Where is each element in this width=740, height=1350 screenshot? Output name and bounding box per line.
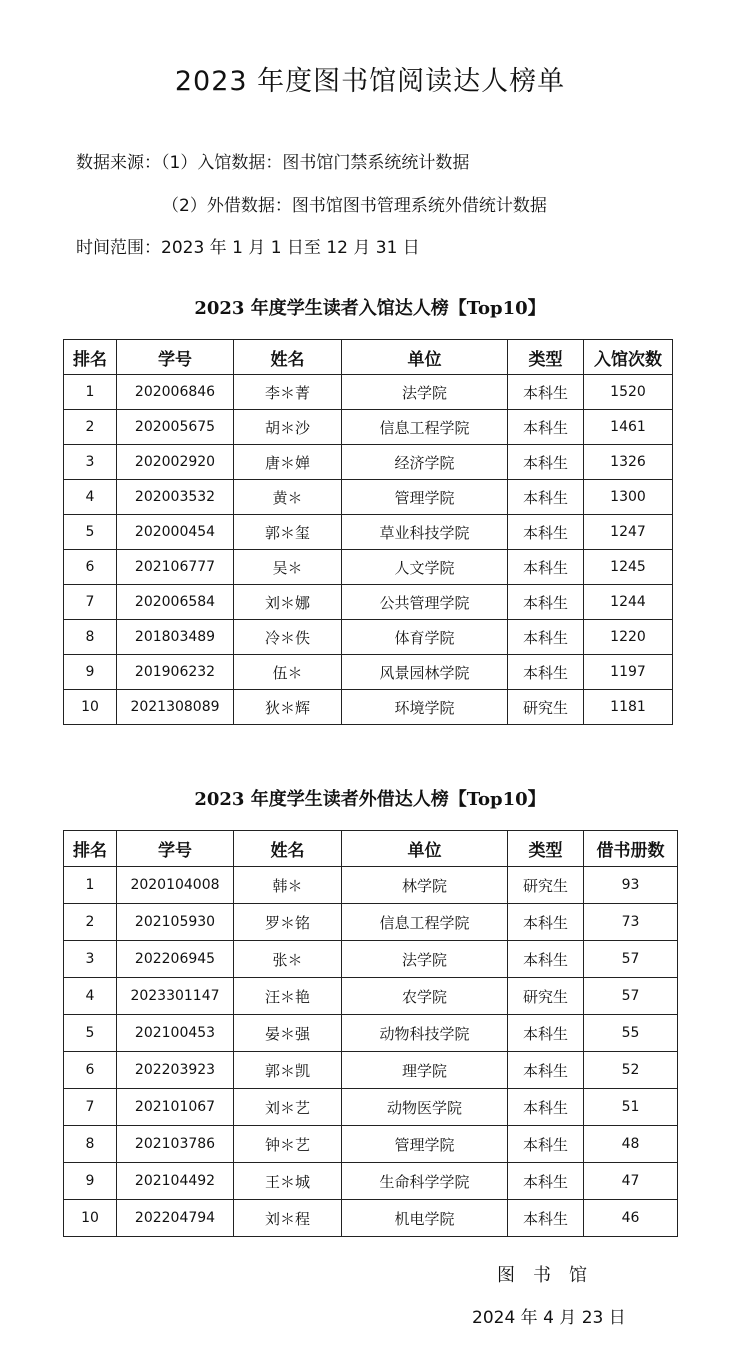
type-cell: 本科生 [508,480,584,515]
table-row [64,941,678,978]
data-source-entry: （1）入馆数据：图书馆门禁系统统计数据 [161,153,470,173]
count-cell: 1220 [584,620,673,655]
table-row [64,550,673,585]
name-cell: 伍＊ [234,655,342,690]
student-id-cell: 202006846 [117,375,234,410]
name-cell: 刘＊娜 [234,585,342,620]
student-id-cell: 202203923 [117,1052,234,1089]
table-row [64,480,673,515]
table-row [64,515,673,550]
header-rank: 排名 [64,831,117,867]
rank-cell: 3 [64,445,117,480]
name-cell: 唐＊婵 [234,445,342,480]
page-title: 2023 年度图书馆阅读达人榜单 [174,66,566,97]
rank-cell: 7 [64,1089,117,1126]
name-cell: 胡＊沙 [234,410,342,445]
rank-cell: 3 [64,941,117,978]
rank-cell: 8 [64,620,117,655]
rank-cell: 5 [64,515,117,550]
type-cell: 本科生 [508,1163,584,1200]
unit-cell: 动物医学院 [342,1089,508,1126]
student-id-cell: 202006584 [117,585,234,620]
header-student-id: 学号 [117,340,234,375]
borrow-ranking-title: 2023 年度学生读者外借达人榜【Top10】 [194,789,546,810]
count-cell: 57 [584,978,678,1015]
student-id-cell: 201803489 [117,620,234,655]
table-row [64,1126,678,1163]
table-row [64,904,678,941]
signature-library: 图 书 馆 [497,1265,587,1286]
header-type: 类型 [508,340,584,375]
unit-cell: 农学院 [342,978,508,1015]
rank-cell: 10 [64,690,117,725]
count-cell: 57 [584,941,678,978]
student-id-cell: 2021308089 [117,690,234,725]
entry-ranking-title: 2023 年度学生读者入馆达人榜【Top10】 [194,298,546,319]
name-cell: 冷＊佚 [234,620,342,655]
header-type: 类型 [508,831,584,867]
unit-cell: 林学院 [342,867,508,904]
name-cell: 汪＊艳 [234,978,342,1015]
name-cell: 韩＊ [234,867,342,904]
count-cell: 93 [584,867,678,904]
table-row [64,655,673,690]
table-row [64,1200,678,1237]
student-id-cell: 202000454 [117,515,234,550]
unit-cell: 草业科技学院 [342,515,508,550]
count-cell: 47 [584,1163,678,1200]
unit-cell: 风景园林学院 [342,655,508,690]
name-cell: 狄＊辉 [234,690,342,725]
count-cell: 1181 [584,690,673,725]
student-id-cell: 202106777 [117,550,234,585]
unit-cell: 法学院 [342,375,508,410]
rank-cell: 4 [64,978,117,1015]
student-id-cell: 2023301147 [117,978,234,1015]
count-cell: 48 [584,1126,678,1163]
header-unit: 单位 [342,340,508,375]
time-range: 时间范围：2023 年 1 月 1 日至 12 月 31 日 [76,238,420,258]
name-cell: 张＊ [234,941,342,978]
table-row [64,585,673,620]
unit-cell: 人文学院 [342,550,508,585]
data-source-label: 数据来源： [76,153,161,173]
count-cell: 1247 [584,515,673,550]
student-id-cell: 202101067 [117,1089,234,1126]
count-cell: 1520 [584,375,673,410]
type-cell: 本科生 [508,1200,584,1237]
unit-cell: 动物科技学院 [342,1015,508,1052]
student-id-cell: 2020104008 [117,867,234,904]
unit-cell: 理学院 [342,1052,508,1089]
count-cell: 46 [584,1200,678,1237]
rank-cell: 6 [64,550,117,585]
type-cell: 研究生 [508,978,584,1015]
unit-cell: 生命科学学院 [342,1163,508,1200]
type-cell: 本科生 [508,1052,584,1089]
type-cell: 本科生 [508,550,584,585]
count-cell: 1300 [584,480,673,515]
rank-cell: 9 [64,1163,117,1200]
name-cell: 吴＊ [234,550,342,585]
header-student-id: 学号 [117,831,234,867]
rank-cell: 2 [64,410,117,445]
table-row [64,375,673,410]
type-cell: 本科生 [508,375,584,410]
count-cell: 1326 [584,445,673,480]
header-unit: 单位 [342,831,508,867]
name-cell: 郭＊玺 [234,515,342,550]
unit-cell: 法学院 [342,941,508,978]
unit-cell: 公共管理学院 [342,585,508,620]
student-id-cell: 202105930 [117,904,234,941]
entry-ranking-table [63,339,673,725]
unit-cell: 信息工程学院 [342,904,508,941]
type-cell: 本科生 [508,655,584,690]
name-cell: 李＊菁 [234,375,342,410]
student-id-cell: 202002920 [117,445,234,480]
student-id-cell: 201906232 [117,655,234,690]
count-cell: 73 [584,904,678,941]
unit-cell: 经济学院 [342,445,508,480]
table-header-row [64,340,673,375]
rank-cell: 1 [64,867,117,904]
rank-cell: 4 [64,480,117,515]
unit-cell: 管理学院 [342,1126,508,1163]
header-name: 姓名 [234,340,342,375]
unit-cell: 信息工程学院 [342,410,508,445]
table-row [64,1015,678,1052]
table-row [64,867,678,904]
header-entry-count: 入馆次数 [584,340,673,375]
name-cell: 刘＊程 [234,1200,342,1237]
student-id-cell: 202104492 [117,1163,234,1200]
type-cell: 本科生 [508,904,584,941]
type-cell: 本科生 [508,1015,584,1052]
table-row [64,620,673,655]
header-name: 姓名 [234,831,342,867]
type-cell: 本科生 [508,585,584,620]
name-cell: 刘＊艺 [234,1089,342,1126]
name-cell: 王＊城 [234,1163,342,1200]
unit-cell: 体育学院 [342,620,508,655]
unit-cell: 机电学院 [342,1200,508,1237]
count-cell: 1245 [584,550,673,585]
table-row [64,1163,678,1200]
data-source-line-1 [76,151,469,175]
type-cell: 研究生 [508,690,584,725]
name-cell: 晏＊强 [234,1015,342,1052]
type-cell: 本科生 [508,1126,584,1163]
unit-cell: 管理学院 [342,480,508,515]
table-row [64,1052,678,1089]
data-source-borrow: （2）外借数据：图书馆图书管理系统外借统计数据 [162,196,547,216]
student-id-cell: 202003532 [117,480,234,515]
rank-cell: 5 [64,1015,117,1052]
type-cell: 本科生 [508,620,584,655]
student-id-cell: 202100453 [117,1015,234,1052]
type-cell: 本科生 [508,410,584,445]
student-id-cell: 202206945 [117,941,234,978]
rank-cell: 8 [64,1126,117,1163]
rank-cell: 6 [64,1052,117,1089]
student-id-cell: 202005675 [117,410,234,445]
student-id-cell: 202204794 [117,1200,234,1237]
type-cell: 本科生 [508,515,584,550]
table-row [64,1089,678,1126]
rank-cell: 10 [64,1200,117,1237]
header-borrow-count: 借书册数 [584,831,678,867]
count-cell: 51 [584,1089,678,1126]
count-cell: 1244 [584,585,673,620]
table-row [64,978,678,1015]
name-cell: 钟＊艺 [234,1126,342,1163]
name-cell: 黄＊ [234,480,342,515]
table-row [64,410,673,445]
unit-cell: 环境学院 [342,690,508,725]
count-cell: 1461 [584,410,673,445]
count-cell: 55 [584,1015,678,1052]
name-cell: 郭＊凯 [234,1052,342,1089]
rank-cell: 7 [64,585,117,620]
type-cell: 研究生 [508,867,584,904]
table-row [64,445,673,480]
rank-cell: 9 [64,655,117,690]
signature-date: 2024 年 4 月 23 日 [472,1308,626,1328]
borrow-ranking-table [63,830,678,1237]
type-cell: 本科生 [508,445,584,480]
student-id-cell: 202103786 [117,1126,234,1163]
type-cell: 本科生 [508,941,584,978]
type-cell: 本科生 [508,1089,584,1126]
header-rank: 排名 [64,340,117,375]
rank-cell: 2 [64,904,117,941]
table-row [64,690,673,725]
name-cell: 罗＊铭 [234,904,342,941]
rank-cell: 1 [64,375,117,410]
table-header-row [64,831,678,867]
count-cell: 52 [584,1052,678,1089]
count-cell: 1197 [584,655,673,690]
